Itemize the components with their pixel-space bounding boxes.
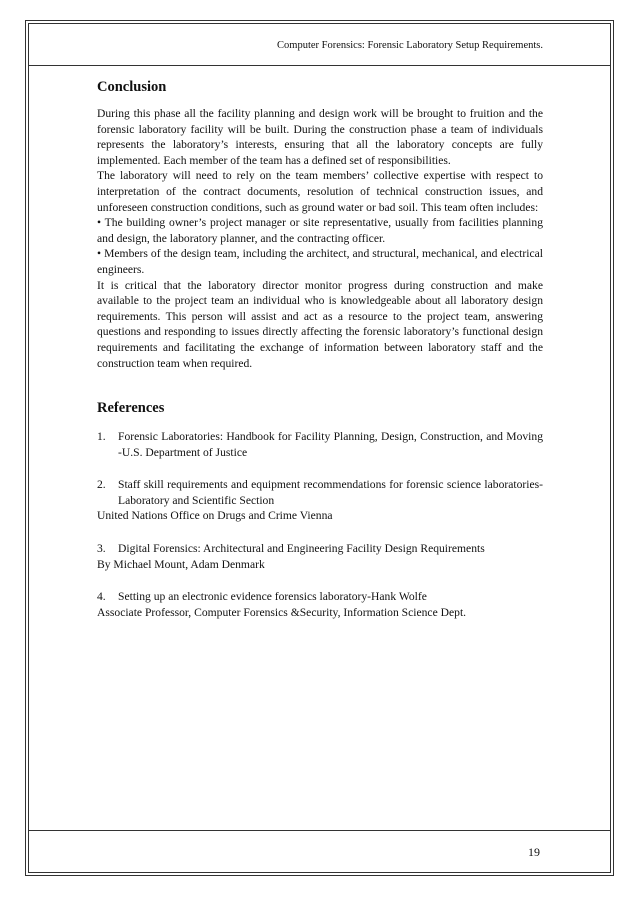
reference-text: Digital Forensics: Architectural and Engineering Facility Design Requirements xyxy=(118,542,485,556)
header-rule xyxy=(28,65,611,66)
conclusion-paragraph: It is critical that the laboratory director monitor progress during construction and make available to the project team an individual who is knowledgeable about all laboratory design requirements. This person will assist and act as a resource to the project team, answering questions and responding to issues directly affecting the forensic laboratory’s functional design requirements and facilitating the exchange of information between laboratory staff and the construction team when required. xyxy=(97,278,543,370)
reference-item xyxy=(97,589,543,620)
page-body xyxy=(97,78,543,637)
conclusion-heading: Conclusion xyxy=(97,79,167,95)
reference-text: Forensic Laboratories: Handbook for Facility Planning, Design, Construction, and Moving -U.S. Department of Justice xyxy=(118,430,543,459)
reference-extra: United Nations Office on Drugs and Crime Vienna xyxy=(97,509,333,523)
reference-number: 4. xyxy=(97,590,106,604)
reference-number: 1. xyxy=(97,430,106,444)
reference-text: Setting up an electronic evidence forensics laboratory-Hank Wolfe xyxy=(118,590,427,604)
conclusion-paragraph: The laboratory will need to rely on the team members’ collective expertise with respect to interpretation of the contract documents, resolution of technical construction issues, and unforeseen construction conditions, such as ground water or bad soil. This team often includes: xyxy=(97,169,543,214)
reference-text: Staff skill requirements and equipment recommendations for forensic science laboratories-Laboratory and Scientific Section xyxy=(118,478,543,507)
reference-item xyxy=(97,477,543,524)
conclusion-bullet: • Members of the design team, including the architect, and structural, mechanical, and electrical engineers. xyxy=(97,247,543,276)
conclusion-section xyxy=(97,78,543,371)
conclusion-bullet: • The building owner’s project manager or site representative, usually from facilities planning and design, the laboratory planner, and the contracting officer. xyxy=(97,216,543,245)
reference-item xyxy=(97,541,543,572)
page-number: 19 xyxy=(528,845,540,859)
reference-number: 3. xyxy=(97,542,106,556)
conclusion-paragraph: During this phase all the facility planning and design work will be brought to fruition and the forensic laboratory facility will be built. During the construction phase a team of individuals represents the laboratory’s interests, ensuring that all the laboratory concepts are fully implemented. Each member of the team has a defined set of responsibilities. xyxy=(97,107,543,167)
running-header: Computer Forensics: Forensic Laboratory Setup Requirements. xyxy=(277,40,543,51)
references-section xyxy=(97,399,543,620)
reference-extra: Associate Professor, Computer Forensics &Security, Information Science Dept. xyxy=(97,605,467,619)
reference-item xyxy=(97,429,543,460)
reference-extra: By Michael Mount, Adam Denmark xyxy=(97,557,265,571)
references-heading: References xyxy=(97,400,165,417)
reference-number: 2. xyxy=(97,478,106,492)
footer-rule xyxy=(28,830,611,831)
